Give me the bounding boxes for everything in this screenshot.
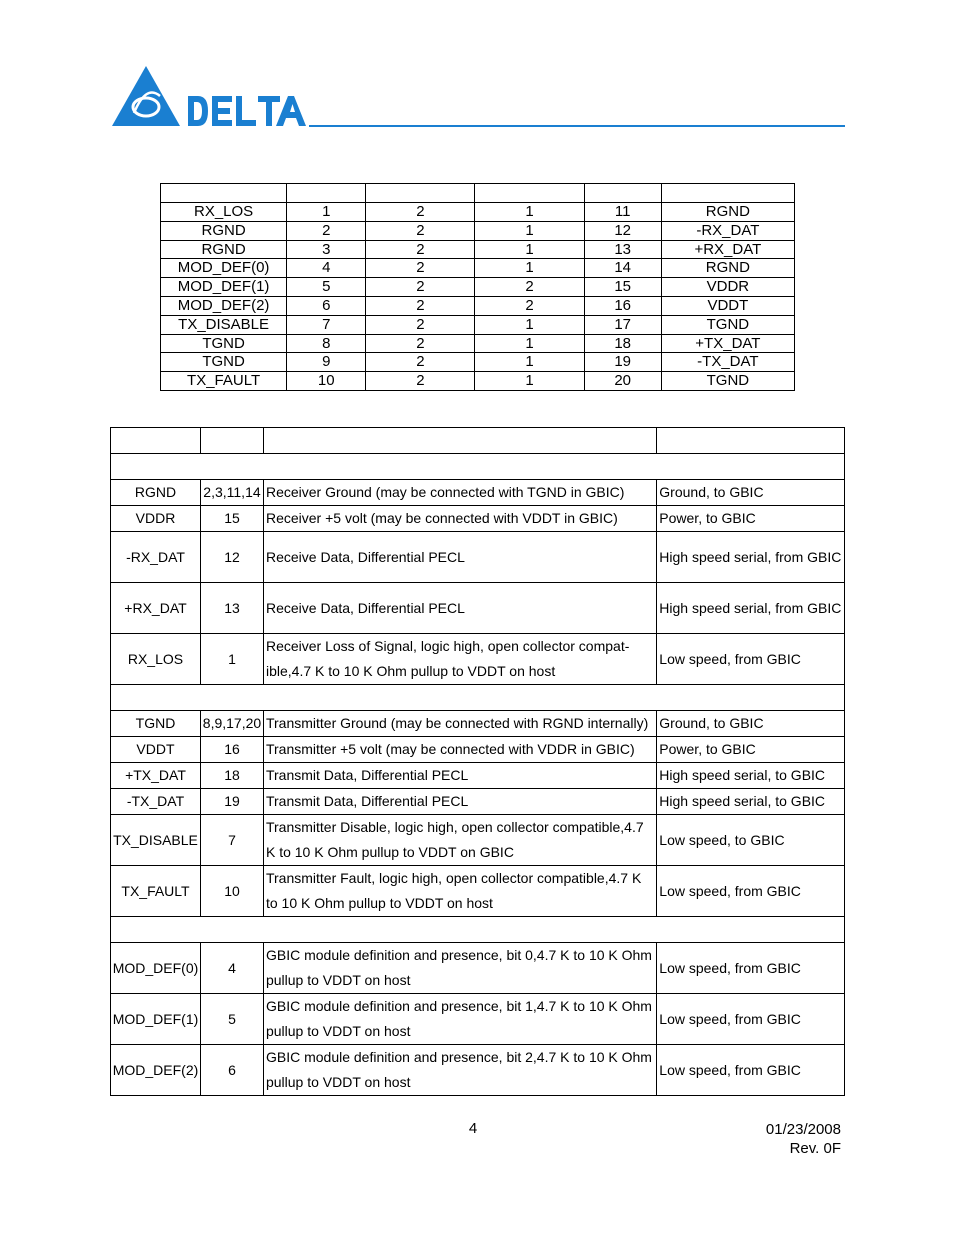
table-cell: 2	[475, 296, 584, 315]
table-cell: 2	[366, 353, 475, 372]
type-cell: High speed serial, to GBIC	[657, 789, 845, 815]
type-cell: Low speed, from GBIC	[657, 994, 845, 1045]
table-cell: 1	[475, 372, 584, 391]
header-rule	[309, 125, 845, 127]
pin-number-cell: 16	[200, 737, 263, 763]
description-cell: Transmitter Ground (may be connected with RGND internally)	[263, 711, 656, 737]
table-row	[111, 737, 845, 763]
pin-table-header-row	[161, 184, 795, 203]
table-cell: RGND	[661, 203, 794, 222]
table-row	[111, 943, 845, 994]
pin-number-cell: 15	[200, 506, 263, 532]
footer-date-block	[766, 1120, 841, 1158]
pin-number-cell: 7	[200, 815, 263, 866]
table-cell: 7	[287, 315, 366, 334]
table-row	[161, 315, 795, 334]
table-cell: 13	[584, 240, 661, 259]
table-cell: -RX_DAT	[661, 221, 794, 240]
type-cell: High speed serial, from GBIC	[657, 583, 845, 634]
pin-assignment-table	[160, 183, 795, 391]
signal-name-cell: TX_FAULT	[111, 866, 201, 917]
signal-name-cell: -RX_DAT	[111, 532, 201, 583]
table-row	[111, 532, 845, 583]
table-row	[111, 994, 845, 1045]
type-cell: Low speed, from GBIC	[657, 866, 845, 917]
table-cell: 10	[287, 372, 366, 391]
section-cell	[111, 454, 845, 480]
table-cell: RX_LOS	[161, 203, 287, 222]
signal-name-cell: MOD_DEF(1)	[111, 994, 201, 1045]
type-cell: Power, to GBIC	[657, 737, 845, 763]
signal-name-cell: TX_DISABLE	[111, 815, 201, 866]
pin-table-header-cell	[161, 184, 287, 203]
table-row	[111, 763, 845, 789]
footer-revision: Rev. 0F	[789, 1140, 841, 1157]
pin-table-header-cell	[287, 184, 366, 203]
pin-number-cell: 4	[200, 943, 263, 994]
table-cell: 14	[584, 259, 661, 278]
table-cell: 16	[584, 296, 661, 315]
pin-number-cell: 2,3,11,14	[200, 480, 263, 506]
signal-name-cell: VDDT	[111, 737, 201, 763]
signal-name-cell: +RX_DAT	[111, 583, 201, 634]
def-table-header-cell	[111, 428, 201, 454]
description-cell: Receive Data, Differential PECL	[263, 583, 656, 634]
table-cell: +TX_DAT	[661, 334, 794, 353]
table-cell: MOD_DEF(2)	[161, 296, 287, 315]
table-cell: 2	[287, 221, 366, 240]
type-cell: Low speed, to GBIC	[657, 815, 845, 866]
table-cell: 3	[287, 240, 366, 259]
table-cell: 1	[475, 259, 584, 278]
table-cell: TX_DISABLE	[161, 315, 287, 334]
table-cell: TGND	[161, 353, 287, 372]
signal-name-cell: MOD_DEF(0)	[111, 943, 201, 994]
pin-table-header-cell	[661, 184, 794, 203]
table-cell: 2	[366, 203, 475, 222]
pin-number-cell: 1	[200, 634, 263, 685]
signal-name-cell: +TX_DAT	[111, 763, 201, 789]
table-row	[111, 789, 845, 815]
table-cell: 1	[475, 203, 584, 222]
table-cell: 2	[475, 278, 584, 297]
table-cell: 1	[287, 203, 366, 222]
table-cell: RGND	[161, 240, 287, 259]
def-table-header-row	[111, 428, 845, 454]
type-cell: Ground, to GBIC	[657, 480, 845, 506]
pin-number-cell: 18	[200, 763, 263, 789]
table-cell: 9	[287, 353, 366, 372]
signal-name-cell: MOD_DEF(2)	[111, 1045, 201, 1096]
table-row	[111, 866, 845, 917]
table-cell: TX_FAULT	[161, 372, 287, 391]
table-cell: 12	[584, 221, 661, 240]
table-row	[111, 711, 845, 737]
table-cell: VDDT	[661, 296, 794, 315]
table-cell: 1	[475, 334, 584, 353]
table-cell: -TX_DAT	[661, 353, 794, 372]
description-cell: Transmitter Disable, logic high, open collector compatible,4.7 K to 10 K Ohm pullup to VDDT on GBIC	[263, 815, 656, 866]
def-table-header-cell	[263, 428, 656, 454]
table-cell: +RX_DAT	[661, 240, 794, 259]
def-table-header-cell	[200, 428, 263, 454]
signal-name-cell: RGND	[111, 480, 201, 506]
section-cell	[111, 685, 845, 711]
section-row-receiver	[111, 454, 845, 480]
table-cell: 11	[584, 203, 661, 222]
table-cell: 2	[366, 240, 475, 259]
delta-logo	[112, 66, 308, 128]
description-cell: Receiver Ground (may be connected with TGND in GBIC)	[263, 480, 656, 506]
table-row	[161, 353, 795, 372]
table-cell: 4	[287, 259, 366, 278]
signal-name-cell: -TX_DAT	[111, 789, 201, 815]
table-cell: TGND	[661, 315, 794, 334]
signal-name-cell: TGND	[111, 711, 201, 737]
table-cell: 2	[366, 259, 475, 278]
table-cell: TGND	[661, 372, 794, 391]
signal-name-cell: RX_LOS	[111, 634, 201, 685]
pin-number-cell: 12	[200, 532, 263, 583]
pin-table-header-cell	[584, 184, 661, 203]
table-row	[111, 634, 845, 685]
pin-number-cell: 10	[200, 866, 263, 917]
table-row	[111, 506, 845, 532]
pin-number-cell: 8,9,17,20	[200, 711, 263, 737]
description-cell: Receiver Loss of Signal, logic high, open collector compat-ible,4.7 K to 10 K Ohm pullup to VDDT on host	[263, 634, 656, 685]
footer-date: 01/23/2008	[765, 1121, 841, 1138]
pin-number-cell: 19	[200, 789, 263, 815]
section-row-module	[111, 917, 845, 943]
table-cell: 2	[366, 296, 475, 315]
table-cell: 8	[287, 334, 366, 353]
table-row	[161, 240, 795, 259]
section-cell	[111, 917, 845, 943]
pin-definition-table	[110, 427, 845, 1096]
description-cell: GBIC module definition and presence, bit 0,4.7 K to 10 K Ohm pullup to VDDT on host	[263, 943, 656, 994]
table-row	[161, 203, 795, 222]
section-row-transmitter	[111, 685, 845, 711]
table-cell: 5	[287, 278, 366, 297]
table-cell: 17	[584, 315, 661, 334]
description-cell: GBIC module definition and presence, bit 2,4.7 K to 10 K Ohm pullup to VDDT on host	[263, 1045, 656, 1096]
table-cell: RGND	[161, 221, 287, 240]
pin-table-header-cell	[366, 184, 475, 203]
table-cell: TGND	[161, 334, 287, 353]
page-number: 4	[468, 1120, 478, 1137]
table-cell: RGND	[661, 259, 794, 278]
table-cell: 6	[287, 296, 366, 315]
description-cell: GBIC module definition and presence, bit 1,4.7 K to 10 K Ohm pullup to VDDT on host	[263, 994, 656, 1045]
type-cell: Low speed, from GBIC	[657, 943, 845, 994]
pin-number-cell: 6	[200, 1045, 263, 1096]
table-cell: 1	[475, 240, 584, 259]
table-cell: VDDR	[661, 278, 794, 297]
description-cell: Transmitter Fault, logic high, open collector compatible,4.7 K to 10 K Ohm pullup to VDDT on host	[263, 866, 656, 917]
table-row	[111, 480, 845, 506]
type-cell: Ground, to GBIC	[657, 711, 845, 737]
pin-number-cell: 5	[200, 994, 263, 1045]
table-row	[161, 259, 795, 278]
table-cell: 19	[584, 353, 661, 372]
table-cell: 1	[475, 221, 584, 240]
table-row	[111, 815, 845, 866]
table-row	[111, 583, 845, 634]
table-cell: 2	[366, 372, 475, 391]
type-cell: High speed serial, to GBIC	[657, 763, 845, 789]
table-row	[161, 221, 795, 240]
type-cell: Power, to GBIC	[657, 506, 845, 532]
table-cell: 1	[475, 315, 584, 334]
table-cell: 2	[366, 315, 475, 334]
description-cell: Transmit Data, Differential PECL	[263, 763, 656, 789]
table-cell: 2	[366, 334, 475, 353]
description-cell: Transmit Data, Differential PECL	[263, 789, 656, 815]
table-cell: 2	[366, 221, 475, 240]
table-cell: MOD_DEF(0)	[161, 259, 287, 278]
table-cell: 15	[584, 278, 661, 297]
table-cell: 2	[366, 278, 475, 297]
table-cell: 1	[475, 353, 584, 372]
table-row	[111, 1045, 845, 1096]
type-cell: Low speed, from GBIC	[657, 634, 845, 685]
table-row	[161, 278, 795, 297]
pin-table-header-cell	[475, 184, 584, 203]
description-cell: Receive Data, Differential PECL	[263, 532, 656, 583]
pin-number-cell: 13	[200, 583, 263, 634]
table-cell: 20	[584, 372, 661, 391]
description-cell: Receiver +5 volt (may be connected with VDDT in GBIC)	[263, 506, 656, 532]
table-cell: MOD_DEF(1)	[161, 278, 287, 297]
type-cell: Low speed, from GBIC	[657, 1045, 845, 1096]
table-row	[161, 296, 795, 315]
signal-name-cell: VDDR	[111, 506, 201, 532]
type-cell: High speed serial, from GBIC	[657, 532, 845, 583]
table-cell: 18	[584, 334, 661, 353]
description-cell: Transmitter +5 volt (may be connected with VDDR in GBIC)	[263, 737, 656, 763]
table-row	[161, 372, 795, 391]
table-row	[161, 334, 795, 353]
def-table-header-cell	[657, 428, 845, 454]
